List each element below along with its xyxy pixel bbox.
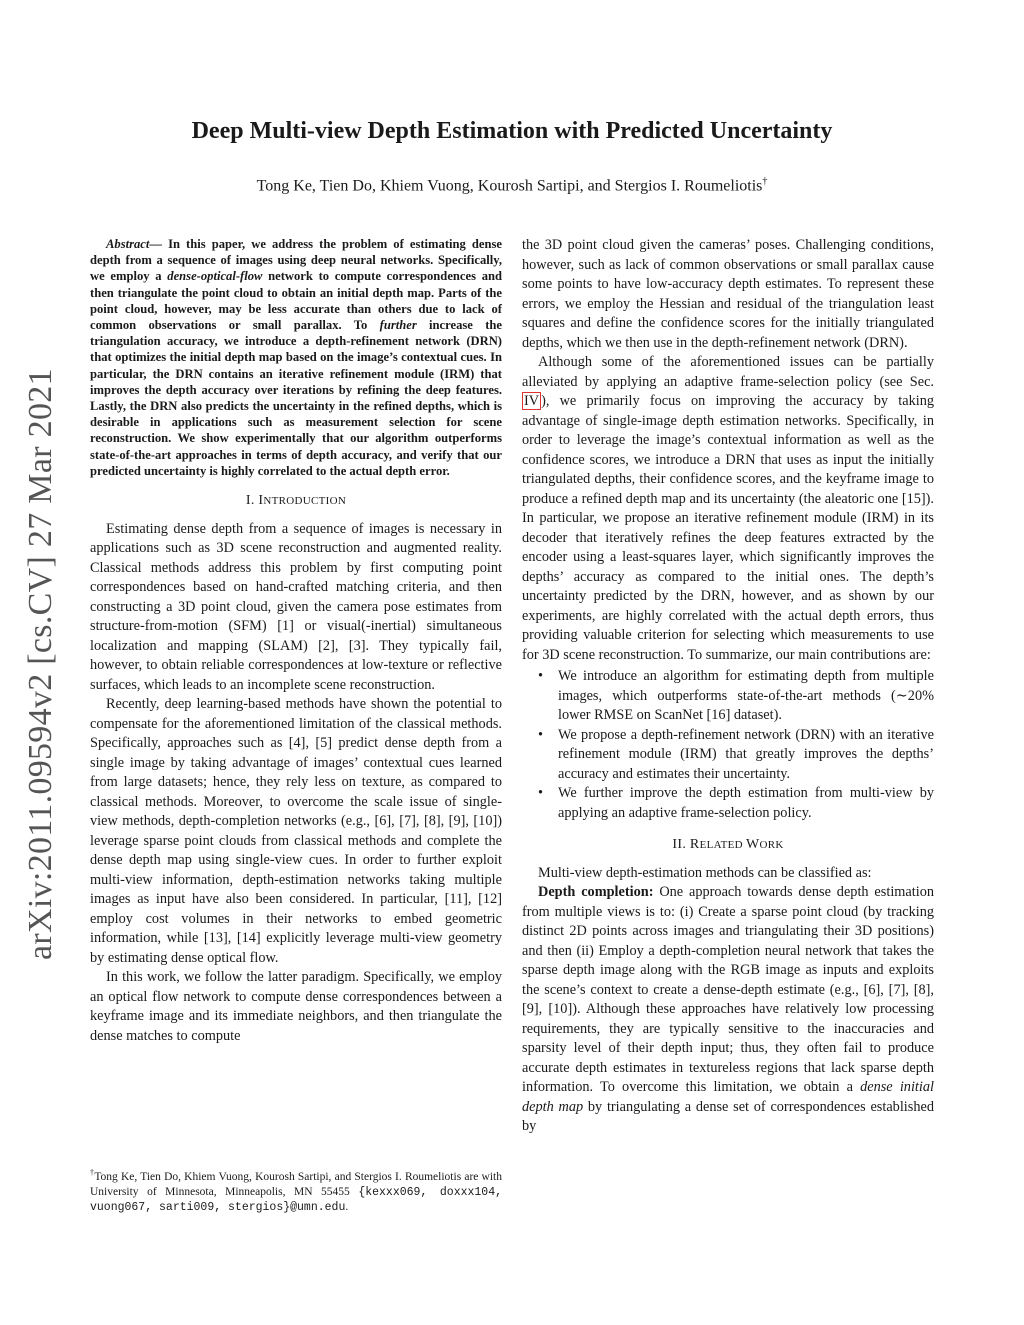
related-paragraph-1: Multi-view depth-estimation methods can be classified as: xyxy=(538,864,872,881)
section-number: I. xyxy=(245,493,259,509)
section-heading-related-work xyxy=(522,835,934,856)
section-number: II. xyxy=(672,837,690,852)
section-heading-introduction xyxy=(90,491,502,512)
heading-rest: ORK xyxy=(759,839,784,851)
contribution-item: • We introduce an algorithm for estimating depth from multiple images, which outperforms state-of-the-art methods (∼20% lower RMSE on ScanNet [16] dataset). xyxy=(558,667,934,726)
heading-rest: NTRODUCTION xyxy=(263,495,347,508)
author-footnote-mark: † xyxy=(762,176,768,187)
author-emails: {kexxx069, doxxx104, vuong067, sarti009, stergios}@umn.edu xyxy=(90,1185,502,1214)
abstract-emphasis-2: further xyxy=(379,318,417,333)
heading-initial: I xyxy=(258,493,264,509)
footnote-end: . xyxy=(345,1200,349,1213)
abstract-text-3: increase the triangulation accuracy, we introduce a depth-refinement network (DRN) that optimizes the initial depth map based on the image’s contextual cues. In particular, the DRN contains an iterative refinement module (IRM) that improves the depth accuracy over iterations by refining the deep features. Lastly, the DRN also predicts the uncertainty in the refined depths, which is desirable in applications such as measurement selection for scene reconstruction. We show experimentally that our algorithm outperforms state-of-the-art approaches in terms of depth accuracy, and verify that our predicted uncertainty is highly correlated to the actual depth error. xyxy=(90,318,503,478)
related-paragraph-2 xyxy=(522,883,934,1137)
abstract-dash: — xyxy=(149,237,169,251)
contributions-list xyxy=(522,667,934,823)
abstract-text-1: In this paper, we address the problem of estimating dense depth from a sequence of images using deep neural networks. Specifically, we employ a xyxy=(90,237,502,284)
intro-paragraph-1: Estimating dense depth from a sequence of images is necessary in applications such as 3D scene reconstruction and augmented reality. Classical methods address this problem by first computing point correspondences based on hand-crafted matching criteria, and then constructing a 3D point cloud, given the camera pose estimates from structure-from-motion (SFM) [1] or visual(-inertial) simultaneous localization and mapping (SLAM) [2], [3]. They typically fail, however, to obtain reliable correspondences at low-texture or reflective surfaces, which leads to an incomplete scene reconstruction. xyxy=(90,520,502,693)
depth-completion-label: Depth completion: xyxy=(538,884,654,900)
author-list xyxy=(0,176,1024,195)
intro-paragraph-3-continued: the 3D point cloud given the cameras’ poses. Challenging conditions, however, such as lack of common observations or small parallax cause some points to have low-accuracy depth estimates. To represent these errors, we employ the Hessian and residual of the triangulation least squares and define the confidence scores for the initially triangulated depths, which we then use in the depth-refinement network (DRN). xyxy=(522,237,934,351)
heading-initial: W xyxy=(745,837,760,852)
abstract-text-2: network to compute correspondences and then triangulate the point cloud to obtain an initial depth map. Parts of the point cloud, however, may be less accurate than others due to lack of common observations or small parallax. To xyxy=(90,269,502,333)
intro-paragraph-4-text-b: ), we primarily focus on improving the accuracy by taking advantage of single-image depth estimation networks. Specifically, in order to leverage the image’s contextual information as well as the confidence scores, we introduce a DRN that uses as input the initially triangulated depths, their confidence scores, and the keyframe image to produce a refined depth map and its uncertainty (the aleatoric one [15]). In particular, we propose an iterative refinement module (IRM) in its decoder that iteratively refines the deep features extracted by the encoder using a least-squares layer, which significantly improves the depths’ accuracy as compared to the initial ones. The depth’s uncertainty predicted by the DRN, however, and as shown by our experiments, are highly correlated with the actual depth errors, thus providing valuable criterion for selecting which measurements to use for 3D scene reconstruction. To summarize, our main contributions are: xyxy=(522,393,934,663)
intro-paragraph-2: Recently, deep learning-based methods have shown the potential to compensate for the aforementioned limitation of the classical methods. Specifically, approaches such as [4], [5] predict dense depth from a single image by taking advantage of images’ contextual cues learned from large datasets; hence, they rely less on texture, as compared to classical methods. Moreover, to overcome the scale issue of single-view methods, depth-completion networks (e.g., [6], [7], [8], [9], [10]) leverage sparse point clouds from classical methods and complete the dense depth map using single-view cues. In order to further exploit multi-view information, depth-estimation networks taking multiple images as input have also been considered. In particular, [11], [12] employ cost volumes in their networks to embed geometric information, while [13], [14] explicitly leverage multi-view geometry by estimating dense optical flow. xyxy=(90,696,502,966)
contribution-item: • We propose a depth-refinement network (DRN) with an iterative refinement module (IRM) that greatly improves the depths’ accuracy and estimates their uncertainty. xyxy=(558,726,934,785)
left-column xyxy=(90,236,502,1046)
intro-paragraph-4-text-a: Although some of the aforementioned issues can be partially alleviated by applying an adaptive frame-selection policy (see Sec. xyxy=(522,354,934,390)
contribution-item: • We further improve the depth estimation from multi-view by applying an adaptive frame-selection policy. xyxy=(558,784,934,823)
author-names: Tong Ke, Tien Do, Khiem Vuong, Kourosh Sartipi, and Stergios I. Roumeliotis xyxy=(256,177,763,195)
section-reference-link[interactable]: IV xyxy=(524,393,540,409)
paper-title: Deep Multi-view Depth Estimation with Predicted Uncertainty xyxy=(191,118,833,144)
heading-rest: ELATED xyxy=(699,839,746,851)
footnote-mark: † xyxy=(90,1168,95,1177)
right-column xyxy=(522,236,934,1137)
footnote-text: Tong Ke, Tien Do, Khiem Vuong, Kourosh Sartipi, and Stergios I. Roumeliotis are with University of Minnesota, Minneapolis, MN 55455 xyxy=(90,1170,503,1198)
related-paragraph-2-text-b: by triangulating a dense set of correspondences established by xyxy=(522,1098,934,1134)
related-paragraph-2-emphasis: dense initial depth map xyxy=(522,1079,934,1115)
abstract-emphasis-1: dense-optical-flow xyxy=(167,269,263,284)
heading-initial: R xyxy=(689,837,700,852)
intro-paragraph-3: In this work, we follow the latter paradigm. Specifically, we employ an optical flow network to compute dense correspondences between a keyframe image and its immediate neighbors, and then triangulate the dense matches to compute xyxy=(90,969,502,1044)
abstract-label: Abstract xyxy=(106,237,150,251)
abstract xyxy=(90,236,502,479)
intro-paragraph-4 xyxy=(522,353,934,665)
related-paragraph-2-text-a: One approach towards dense depth estimation from multiple views is to: (i) Create a sparse point cloud (by tracking distinct 2D points across images and triangulating their 3D positions) and then (ii) Employ a depth-completion neural network that takes the sparse depth image along with the RGB image as inputs and exploits the scene’s context to create a dense-depth estimate (e.g., [6], [7], [8], [9], [10]). Although these approaches have relatively low processing requirements, they are typically sensitive to the inaccuracies and sparsity level of their depth input; thus, they often fail to produce accurate depth estimates in textureless regions that lack sparse depth information. To overcome this limitation, we obtain a xyxy=(522,884,934,1095)
author-affiliation-footnote xyxy=(90,1165,502,1215)
arxiv-identifier: arXiv:2011.09594v2 [cs.CV] 27 Mar 2021 xyxy=(22,368,59,960)
